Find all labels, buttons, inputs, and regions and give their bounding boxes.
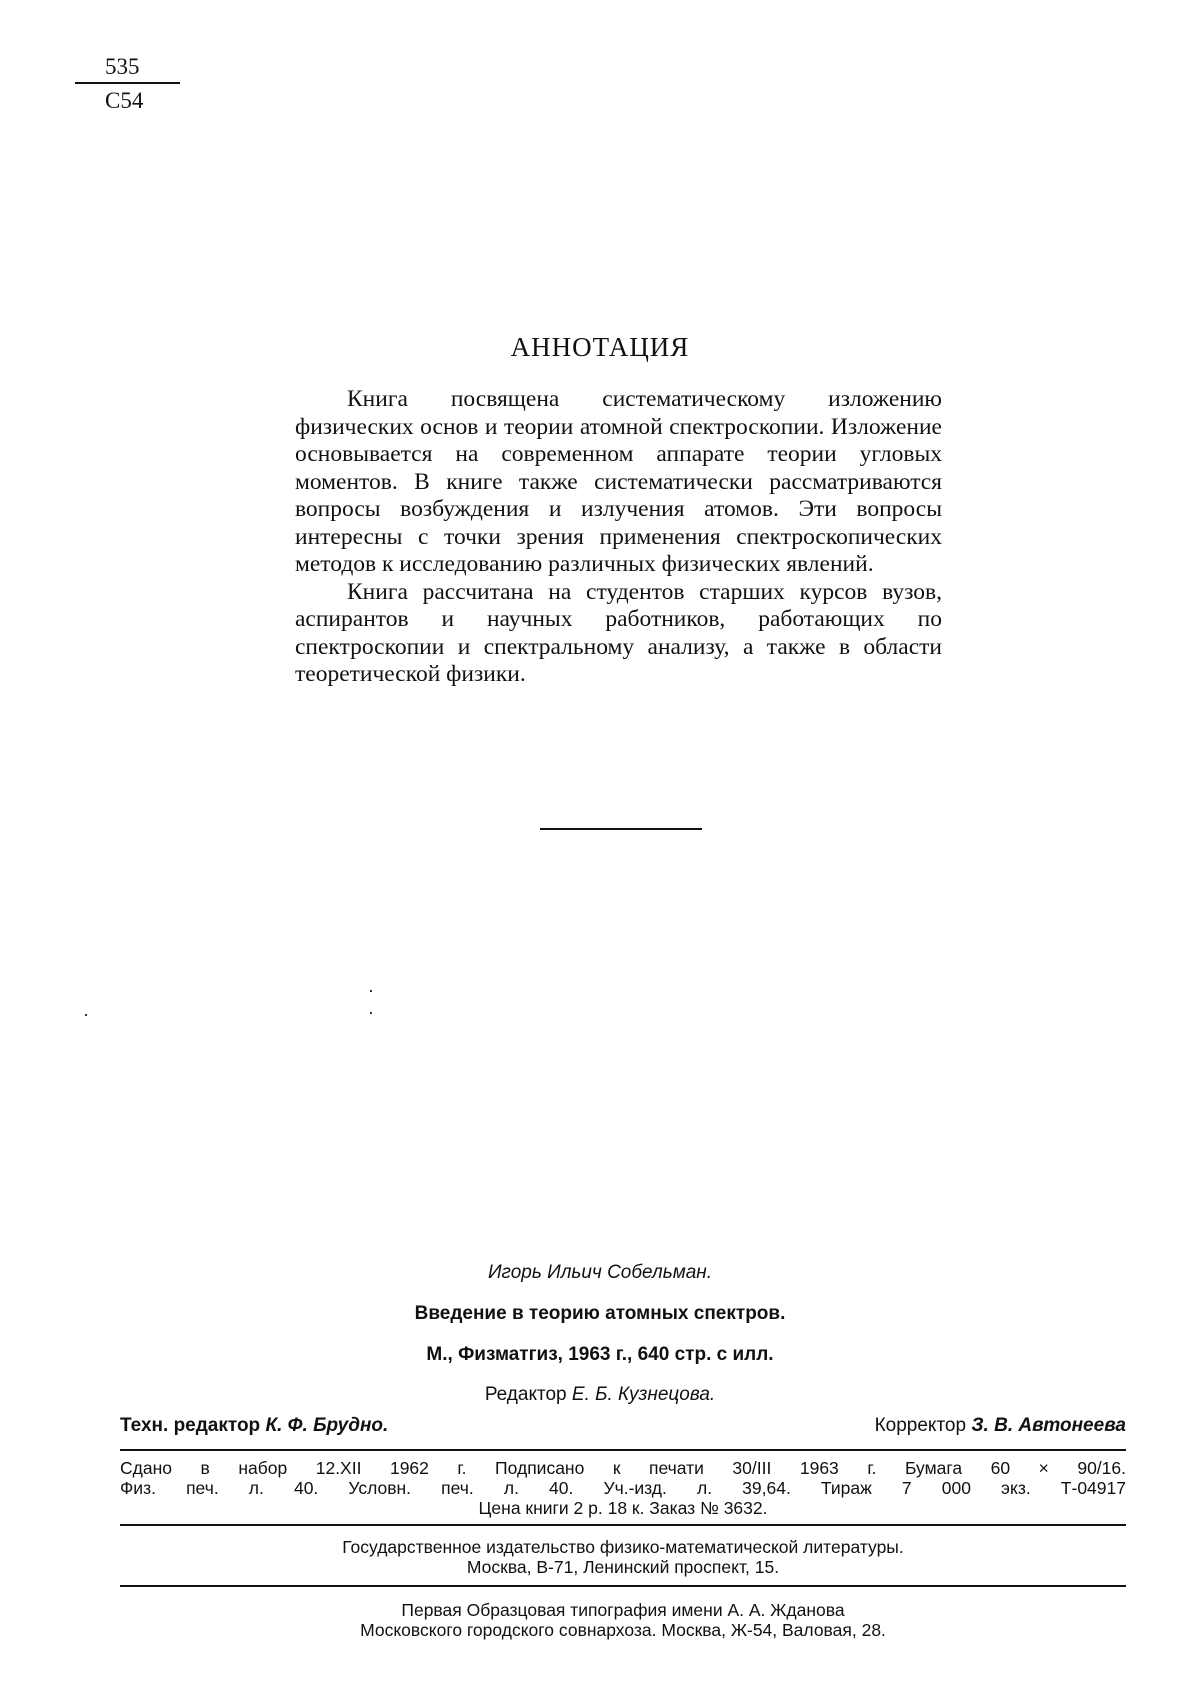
editor-label: Редактор: [484, 1384, 572, 1405]
udc-bottom: C54: [105, 88, 144, 113]
imprint-book-title: Введение в теорию атомных спектров.: [414, 1303, 786, 1324]
rule-2: [120, 1524, 1126, 1526]
editor-name: Е. Б. Кузнецова.: [571, 1384, 716, 1405]
imprint-publisher-line: М., Физматгиз, 1963 г., 640 стр. с илл.: [426, 1344, 774, 1365]
print-info-line-3: Цена книги 2 р. 18 к. Заказ № 3632.: [478, 1498, 768, 1518]
publisher-line-2: Москва, В-71, Ленинский проспект, 15.: [466, 1557, 780, 1577]
rule-3: [120, 1585, 1126, 1587]
print-speck: [370, 1012, 372, 1014]
imprint-editor: [0, 1384, 1200, 1406]
udc-top: 535: [105, 54, 140, 79]
annotation-body: [295, 386, 942, 689]
print-info-line-2: Физ. печ. л. 40. Условн. печ. л. 40. Уч.-изд. л. 39,64. Тираж 7 000 экз. Т-04917: [120, 1478, 1126, 1498]
corrector: [875, 1415, 1126, 1437]
rule-1: [120, 1449, 1126, 1451]
printer-line-1: Первая Образцовая типография имени А. А. Жданова: [401, 1600, 845, 1620]
tech-editor: [120, 1415, 388, 1437]
annotation-paragraph-2: Книга рассчитана на студентов старших курсов вузов, аспирантов и научных работников, работающих по спектроскопии и спектральному анализу, а также в области теоретической физики.: [295, 578, 942, 687]
print-info-line-1: Сдано в набор 12.XII 1962 г. Подписано к печати 30/III 1963 г. Бумага 60 × 90/16.: [120, 1458, 1126, 1478]
printer-info: [120, 1600, 1126, 1640]
imprint-author: Игорь Ильич Собельман.: [487, 1262, 713, 1283]
annotation-title: АННОТАЦИЯ: [510, 332, 690, 362]
print-speck: [85, 1014, 87, 1016]
corrector-name: З. В. Автонеева: [971, 1415, 1126, 1436]
tech-editor-name: К. Ф. Брудно.: [265, 1415, 389, 1436]
annotation-paragraph-1: Книга посвящена систематическому изложению физических основ и теории атомной спектроскопии. Изложение основывается на современном аппарате теории угловых моментов. В книге также систематически рассматриваются вопросы возбуждения и излучения атомов. Эти вопросы интересны с точки зрения применения спектроскопических методов к исследованию различных физических явлений.: [295, 386, 942, 577]
corrector-label: Корректор: [874, 1415, 972, 1436]
publisher-line-1: Государственное издательство физико-математической литературы.: [342, 1537, 904, 1557]
publisher-info: [120, 1537, 1126, 1577]
tech-editor-label: Техн. редактор: [120, 1415, 266, 1436]
print-speck: [370, 990, 372, 992]
print-info: [120, 1458, 1126, 1518]
printer-line-2: Московского городского совнархоза. Москва, Ж-54, Валовая, 28.: [360, 1620, 886, 1640]
section-divider: [540, 828, 702, 830]
udc-rule: [75, 82, 180, 84]
